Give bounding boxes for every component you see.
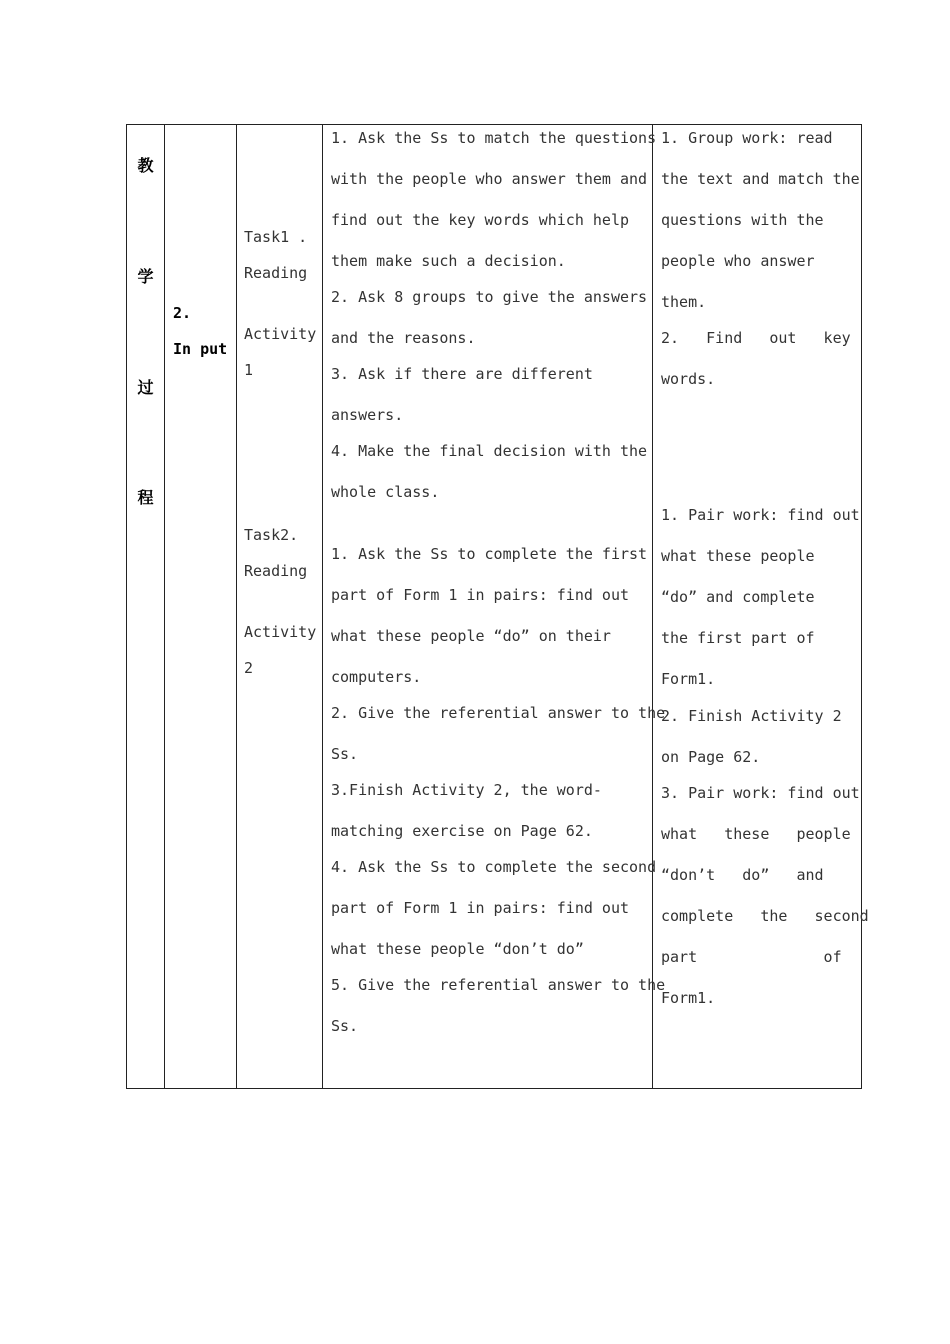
text-line: 4. Ask the Ss to complete the second (331, 858, 657, 876)
teacher-step (331, 277, 649, 359)
student-step (661, 495, 860, 700)
text-line: questions with the (661, 211, 824, 229)
text-line: part of Form 1 in pairs: find out (331, 899, 630, 917)
task-title: Task1 . (244, 228, 308, 246)
task-2 (244, 517, 324, 686)
teacher-step (331, 354, 649, 436)
teacher-step (331, 118, 657, 282)
student-step (661, 118, 860, 323)
text-line: them make such a decision. (331, 252, 566, 270)
text-line: what these people (661, 825, 851, 843)
column-divider (164, 125, 165, 1088)
text-line: 5. Give the referential answer to the (331, 976, 666, 994)
student-step (661, 696, 854, 778)
teacher-step (331, 770, 649, 852)
phase-number: 2. (173, 304, 192, 322)
teacher-step (331, 534, 649, 698)
text-line: answers. (331, 406, 404, 424)
teacher-step (331, 431, 649, 513)
text-line: 1. Group work: read (661, 129, 833, 147)
text-line: whole class. (331, 483, 440, 501)
text-line: on Page 62. (661, 748, 761, 766)
text-line: part of (661, 948, 842, 966)
teacher-step (331, 693, 666, 775)
text-line: the text and match the (661, 170, 860, 188)
text-line: find out the key words which help (331, 211, 630, 229)
task-type: Reading (244, 264, 308, 282)
text-line: people who answer (661, 252, 815, 270)
text-line: 2. Finish Activity 2 (661, 707, 842, 725)
phase-label: In put (173, 340, 228, 358)
text-line: Ss. (331, 745, 359, 763)
task-title: Task2. (244, 526, 299, 544)
task-type: Reading (244, 562, 308, 580)
text-line: “don’t do” and (661, 866, 824, 884)
text-line: and the reasons. (331, 329, 476, 347)
task-activity-number: 2 (244, 659, 254, 677)
text-line: 3. Ask if there are different (331, 365, 593, 383)
lesson-plan-table (126, 124, 869, 1089)
student-step (661, 773, 869, 1019)
text-line: “do” and complete (661, 588, 815, 606)
text-line: 2. Ask 8 groups to give the answers (331, 288, 648, 306)
task-activity-number: 1 (244, 361, 254, 379)
text-line: computers. (331, 668, 422, 686)
text-line: 1. Pair work: find out (661, 506, 860, 524)
text-line: with the people who answer them and (331, 170, 648, 188)
text-line: part of Form 1 in pairs: find out (331, 586, 630, 604)
text-line: 3. Pair work: find out (661, 784, 860, 802)
stage-char: 程 (137, 488, 154, 507)
text-line: words. (661, 370, 716, 388)
stage-char: 教 (137, 156, 154, 175)
phase-cell (173, 295, 227, 367)
task-activity: Activity (244, 623, 317, 641)
text-line: them. (661, 293, 707, 311)
text-line: 1. Ask the Ss to match the questions (331, 129, 657, 147)
teacher-step (331, 965, 666, 1047)
stage-char: 学 (137, 267, 154, 286)
task-activity: Activity (244, 325, 317, 343)
column-divider (236, 125, 237, 1088)
text-line: 4. Make the final decision with the (331, 442, 648, 460)
text-line: Form1. (661, 670, 716, 688)
text-line: Form1. (661, 989, 716, 1007)
text-line: 2. Give the referential answer to the (331, 704, 666, 722)
teacher-step (331, 847, 657, 970)
column-divider (652, 125, 653, 1088)
text-line: the first part of (661, 629, 815, 647)
text-line: Ss. (331, 1017, 359, 1035)
task-1 (244, 219, 324, 388)
text-line: what these people “don’t do” (331, 940, 584, 958)
text-line: matching exercise on Page 62. (331, 822, 593, 840)
student-step (661, 318, 854, 400)
text-line: what these people (661, 547, 815, 565)
stage-char: 过 (137, 378, 154, 397)
text-line: 1. Ask the Ss to complete the first (331, 545, 648, 563)
text-line: 2. Find out key (661, 329, 851, 347)
text-line: what these people “do” on their (331, 627, 611, 645)
text-line: complete the second (661, 907, 869, 925)
text-line: 3.Finish Activity 2, the word- (331, 781, 602, 799)
